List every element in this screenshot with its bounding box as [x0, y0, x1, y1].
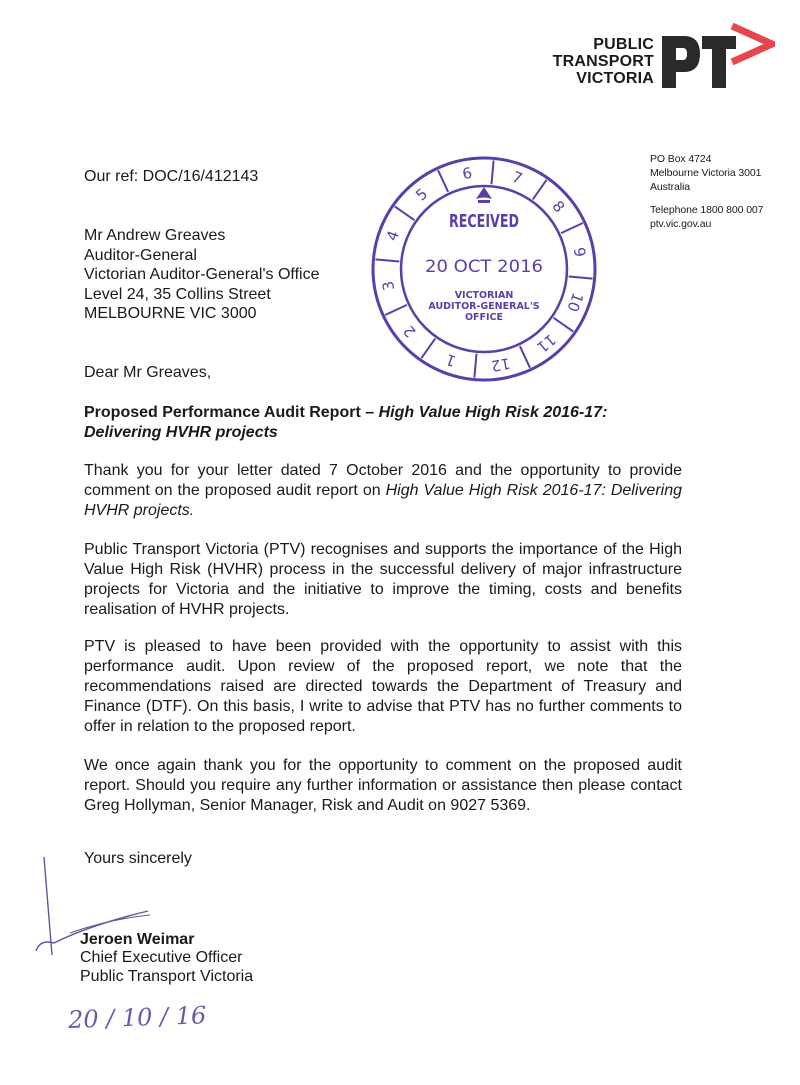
paragraph-3: PTV is pleased to have been provided with the opportunity to assist with this performance audit. Upon review of the proposed report, we note that the recommendations raised are directed towards the Department of Treasury and Finance (DTF). On this basis, I write to advise that PTV has no further comments to offer in relation to the proposed report. — [84, 638, 682, 735]
signatory-title: Chief Executive Officer — [80, 949, 243, 966]
stamp-org-line-2: AUDITOR-GENERAL'S — [428, 301, 540, 312]
stamp-ring-number: 11 — [533, 330, 560, 357]
sender-address — [650, 152, 763, 231]
stamp-ring-number: 3 — [378, 279, 399, 293]
logo-line-2: TRANSPORT — [552, 53, 654, 70]
salutation: Dear Mr Greaves, — [84, 364, 212, 381]
stamp-ring-number: 1 — [443, 350, 459, 371]
city: Melbourne Victoria 3001 — [650, 167, 762, 179]
stamp-ring-tick — [520, 346, 530, 368]
stamp-ring-tick — [474, 354, 476, 378]
telephone: Telephone 1800 800 007 — [650, 204, 764, 216]
crown-icon — [476, 187, 492, 203]
stamp-ring-number: 8 — [548, 197, 569, 217]
paragraph-1 — [84, 461, 682, 521]
handwritten-date-text: 20 / 10 / 16 — [67, 1001, 207, 1035]
paragraph-1-italic: High Value High Risk 2016-17: Delivering HVHR projects. — [84, 482, 682, 519]
logo-line-1: PUBLIC — [593, 36, 654, 53]
stamp-ring-number: 2 — [399, 321, 420, 341]
signatory-organisation: Public Transport Victoria — [80, 968, 254, 985]
stamp-ring-tick — [533, 180, 547, 200]
stamp-ring-number: 9 — [569, 245, 590, 259]
logo-wordmark — [553, 36, 654, 87]
received-stamp — [368, 153, 600, 385]
paragraph-1-text: Thank you for your letter dated 7 October 2016 and the opportunity to provide comment on the proposed audit report on — [84, 462, 682, 499]
paragraph-2: Public Transport Victoria (PTV) recognises and supports the importance of the High Value High Risk (HVHR) process in the successful delivery of major infrastructure projects for Victoria and the initiative to improve the timing, costs and benefits realisation of HVHR projects. — [84, 541, 682, 618]
stamp-ring-tick — [375, 259, 399, 261]
stamp-ring-number: 7 — [509, 167, 525, 188]
stamp-org-line-1: VICTORIAN — [454, 290, 514, 301]
stamp-ring-tick — [421, 339, 435, 359]
po-box: PO Box 4724 — [650, 153, 712, 165]
stamp-ring-tick — [569, 276, 593, 278]
ptv-logo-icon — [660, 22, 775, 92]
signatory-name: Jeroen Weimar — [80, 931, 195, 948]
recipient-line: MELBOURNE VIC 3000 — [84, 305, 257, 322]
stamp-ring-tick — [385, 305, 407, 315]
recipient-line: Auditor-General — [84, 246, 197, 264]
handwritten-date — [66, 998, 226, 1038]
recipient-line: Level 24, 35 Collins Street — [84, 285, 271, 303]
stamp-ring-number: 10 — [563, 290, 587, 315]
stamp-ring-tick — [491, 160, 493, 184]
stamp-date: 20 OCT 2016 — [425, 257, 543, 277]
country: Australia — [650, 181, 690, 193]
recipient-line: Victorian Auditor-General's Office — [84, 266, 320, 283]
paragraph-4: We once again thank you for the opportunity to comment on the proposed audit report. Should you require any further information or assistance then please contact Greg Hollyman, Senior Manager, Risk and Audit on 9027 5369. — [84, 757, 682, 814]
recipient-line: Mr Andrew Greaves — [84, 227, 226, 244]
subject-plain: Proposed Performance Audit Report – — [84, 404, 379, 421]
logo-line-3: VICTORIA — [576, 70, 654, 87]
subject-italic: High Value High Risk 2016-17: Delivering HVHR projects — [84, 404, 608, 441]
stamp-ring-tick — [561, 223, 583, 233]
stamp-ring-number: 12 — [489, 354, 512, 376]
stamp-ring-tick — [438, 170, 448, 192]
stamp-status: RECEIVED — [449, 211, 519, 232]
stamp-ring-number: 6 — [460, 163, 474, 184]
stamp-ring-tick — [554, 318, 574, 332]
website: ptv.vic.gov.au — [650, 218, 712, 230]
stamp-org-line-3: OFFICE — [464, 312, 504, 323]
stamp-ring-number: 4 — [382, 228, 403, 244]
reference: Our ref: DOC/16/412143 — [84, 168, 259, 185]
subject-line — [84, 403, 644, 443]
recipient-address — [84, 226, 319, 324]
closing: Yours sincerely — [84, 850, 192, 867]
stamp-ring-tick — [395, 206, 415, 220]
stamp-ring-number: 5 — [412, 184, 432, 205]
